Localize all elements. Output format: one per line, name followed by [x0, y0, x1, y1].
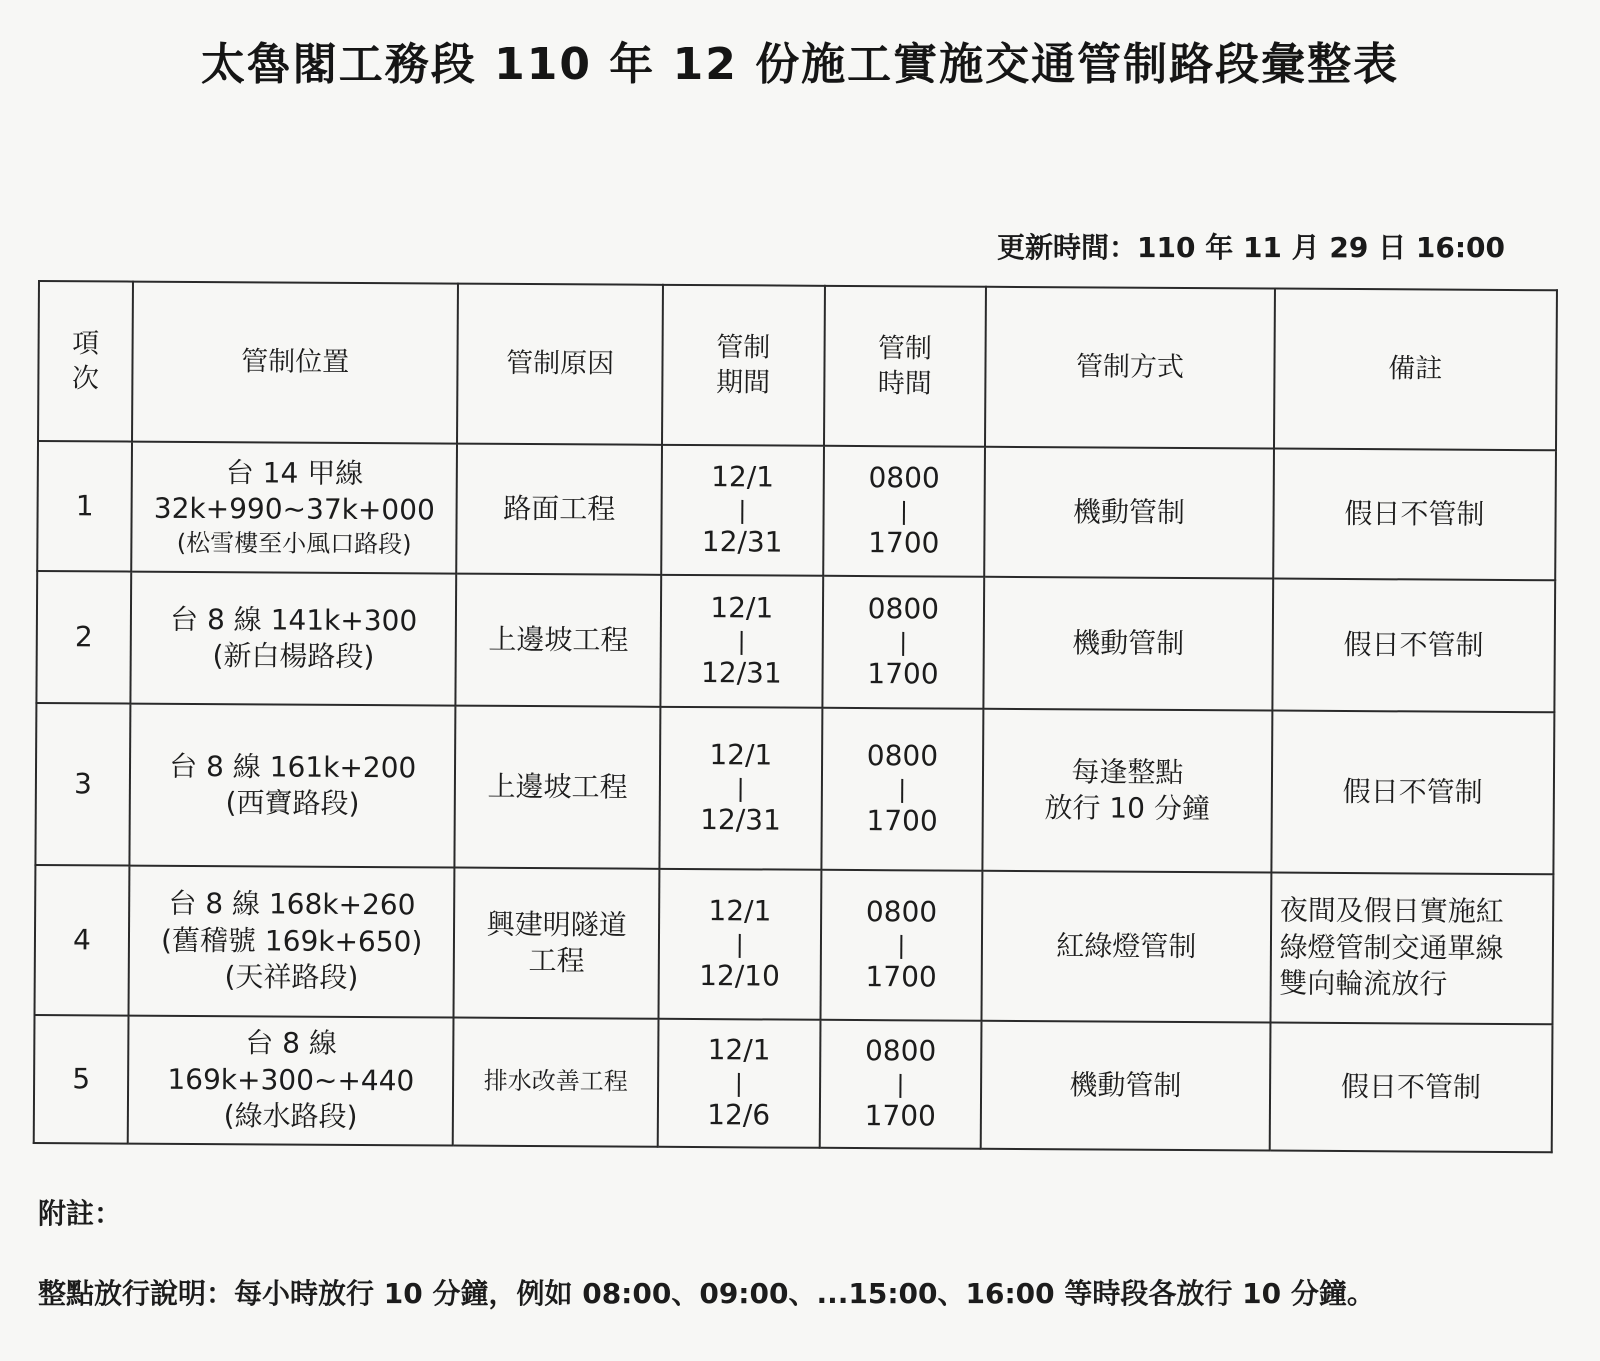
cell-location: 台 14 甲線 32k+990~37k+000 (松雪樓至小風口路段) — [131, 442, 457, 574]
cell-no: 5 — [34, 1015, 129, 1144]
cell-location: 台 8 線 161k+200 (西寶路段) — [130, 704, 456, 868]
cell-location: 台 8 線 168k+260 (舊稽號 169k+650) (天祥路段) — [129, 866, 455, 1018]
cell-time: 0800 | 1700 — [820, 870, 983, 1021]
cell-no: 3 — [35, 703, 130, 866]
update-time: 更新時間：110 年 11 月 29 日 16:00 — [997, 231, 1505, 264]
header-time: 管制 時間 — [824, 286, 987, 447]
cell-remark: 假日不管制 — [1269, 1023, 1552, 1153]
cell-reason: 興建明隧道 工程 — [454, 868, 659, 1019]
header-no: 項 次 — [38, 281, 133, 442]
traffic-control-table — [33, 280, 1558, 1153]
cell-method: 每逢整點 放行 10 分鐘 — [983, 709, 1272, 873]
cell-remark: 假日不管制 — [1271, 711, 1554, 875]
cell-time: 0800 | 1700 — [823, 446, 985, 577]
cell-no: 4 — [35, 865, 130, 1016]
notes-label: 附註： — [38, 1197, 123, 1230]
cell-time: 0800 | 1700 — [822, 576, 984, 709]
header-period: 管制 期間 — [662, 285, 825, 446]
cell-reason: 上邊坡工程 — [455, 706, 661, 869]
table-row — [37, 441, 1556, 580]
header-reason: 管制原因 — [457, 284, 663, 445]
cell-no: 1 — [37, 441, 132, 572]
cell-method: 機動管制 — [981, 1021, 1270, 1151]
cell-reason: 上邊坡工程 — [456, 574, 661, 707]
cell-reason: 排水改善工程 — [453, 1018, 658, 1147]
cell-time: 0800 | 1700 — [819, 1020, 981, 1149]
cell-period: 12/1 | 12/31 — [659, 707, 822, 870]
notes-text: 整點放行說明：每小時放行 10 分鐘，例如 08:00、09:00、...15:00、16:00 等時段各放行 10 分鐘。 — [38, 1277, 1375, 1310]
cell-period: 12/1 | 12/10 — [658, 869, 821, 1020]
header-location: 管制位置 — [132, 282, 458, 444]
table-row — [36, 571, 1555, 712]
header-method: 管制方式 — [985, 287, 1274, 449]
cell-reason: 路面工程 — [457, 444, 662, 575]
header-remark: 備註 — [1274, 289, 1557, 451]
cell-period: 12/1 | 12/31 — [660, 575, 822, 708]
cell-remark: 假日不管制 — [1273, 449, 1556, 581]
cell-no: 2 — [36, 571, 131, 704]
table-header-row — [38, 281, 1557, 450]
cell-time: 0800 | 1700 — [821, 708, 984, 871]
table-row — [35, 865, 1554, 1024]
table-row — [34, 1015, 1553, 1152]
cell-location: 台 8 線 169k+300~+440 (綠水路段) — [128, 1016, 454, 1146]
table-row — [35, 703, 1554, 874]
cell-period: 12/1 | 12/31 — [661, 445, 823, 576]
cell-method: 機動管制 — [984, 447, 1273, 579]
cell-method: 機動管制 — [984, 577, 1273, 711]
cell-remark: 夜間及假日實施紅 綠燈管制交通單線 雙向輪流放行 — [1270, 873, 1553, 1025]
cell-location: 台 8 線 141k+300 (新白楊路段) — [131, 572, 457, 706]
cell-remark: 假日不管制 — [1272, 579, 1555, 713]
document-title: 太魯閣工務段 110 年 12 份施工實施交通管制路段彙整表 — [200, 39, 1400, 90]
cell-period: 12/1 | 12/6 — [658, 1019, 820, 1148]
cell-method: 紅綠燈管制 — [982, 871, 1271, 1023]
